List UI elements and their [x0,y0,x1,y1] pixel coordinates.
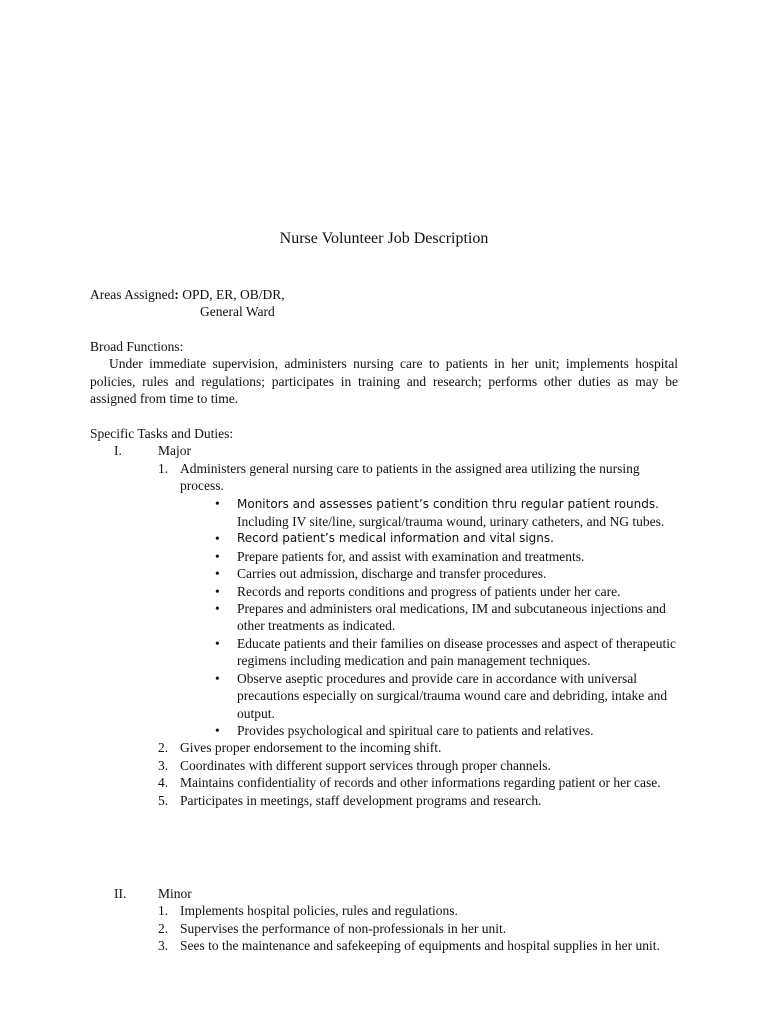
specific-heading: Specific Tasks and Duties: [90,426,234,441]
list-item [158,757,678,774]
list-item [158,920,678,937]
minor-label: Minor [158,886,192,901]
bullet-icon: • [215,635,220,651]
section-major [90,442,678,459]
item-text: Implements hospital policies, rules and regulations. [180,903,458,919]
major-numeral: I. [114,443,122,459]
bullet-icon: • [215,583,220,599]
bullet-item [215,635,678,670]
bullet-item [215,722,678,739]
list-item [158,902,678,919]
bullet-text: Records and reports conditions and progress of patients under her care. [237,583,621,599]
item-number: 3. [158,757,169,773]
bullet-item [215,530,678,547]
item-number: 1. [158,460,169,476]
section-minor-block [90,885,678,955]
bullet-item [215,670,678,722]
broad-functions [90,338,678,408]
bullet-text: Educate patients and their families on disease processes and aspect of therapeutic regimens including medication and pain management techniques. [237,635,676,669]
item-text: Supervises the performance of non-professionals in her unit. [180,920,507,936]
item-number: 2. [158,740,169,756]
item-number: 4. [158,775,169,791]
major-label: Major [158,443,191,459]
list-item [158,792,678,809]
item-text: Gives proper endorsement to the incoming shift. [180,740,442,756]
bullet-icon: • [215,601,220,617]
specific-tasks [90,425,678,809]
item-text: Coordinates with different support services through proper channels. [180,757,551,773]
bullet-icon: • [215,566,220,582]
major-list [90,460,678,809]
item-text: Sees to the maintenance and safekeeping of equipments and hospital supplies in her unit. [180,938,660,954]
bullet-item [215,600,678,635]
bullet-text: Record patient’s medical information and vital signs. [237,531,554,546]
list-item [158,937,678,954]
bullet-item [215,495,678,531]
list-item [158,460,678,740]
bullet-icon: • [215,670,220,686]
areas-assigned [90,286,678,321]
bullet-text: Provides psychological and spiritual care to patients and relatives. [237,722,594,738]
areas-line2: General Ward [200,304,275,320]
item-text: Administers general nursing care to patients in the assigned area utilizing the nursing process. [180,460,640,494]
broad-heading: Broad Functions: [90,339,184,354]
item-text: Maintains confidentiality of records and other informations regarding patient or her case. [180,775,661,791]
bullet-text: Including IV site/line, surgical/trauma wound, urinary catheters, and NG tubes. [237,514,665,530]
bullet-list [180,495,678,740]
bullet-icon: • [215,722,220,738]
areas-line1: OPD, ER, OB/DR, [178,287,285,302]
item-number: 5. [158,792,169,808]
bullet-item [215,548,678,565]
list-item [158,774,678,791]
areas-colon: : [174,287,179,302]
bullet-icon: • [215,548,220,564]
document-title: Nurse Volunteer Job Description [279,230,489,247]
bullet-item [215,583,678,600]
item-number: 2. [158,920,169,936]
minor-numeral: II. [114,886,127,901]
minor-list [90,902,678,954]
bullet-text: Observe aseptic procedures and provide care in accordance with universal precautions especially on surgical/trauma wound care and debriding, intake and output. [237,670,668,721]
section-minor [90,885,678,902]
bullet-text: Prepare patients for, and assist with examination and treatments. [237,548,585,564]
bullet-text: Monitors and assesses patient’s condition thru regular patient rounds. [237,496,659,511]
list-item [158,739,678,756]
broad-body: Under immediate supervision, administers nursing care to patients in her unit; implements hospital policies, rules and regulations; participates in training and research; performs other duties as may be assigned from time to time. [90,356,678,407]
areas-label: Areas Assigned [90,287,175,302]
bullet-text: Carries out admission, discharge and transfer procedures. [237,566,547,582]
item-number: 1. [158,903,169,919]
item-text: Participates in meetings, staff development programs and research. [180,792,542,808]
item-number: 3. [158,938,169,954]
bullet-text: Prepares and administers oral medications, IM and subcutaneous injections and other treatments as indicated. [237,601,666,634]
bullet-item [215,565,678,582]
bullet-icon: • [215,531,220,547]
bullet-icon: • [215,495,220,511]
